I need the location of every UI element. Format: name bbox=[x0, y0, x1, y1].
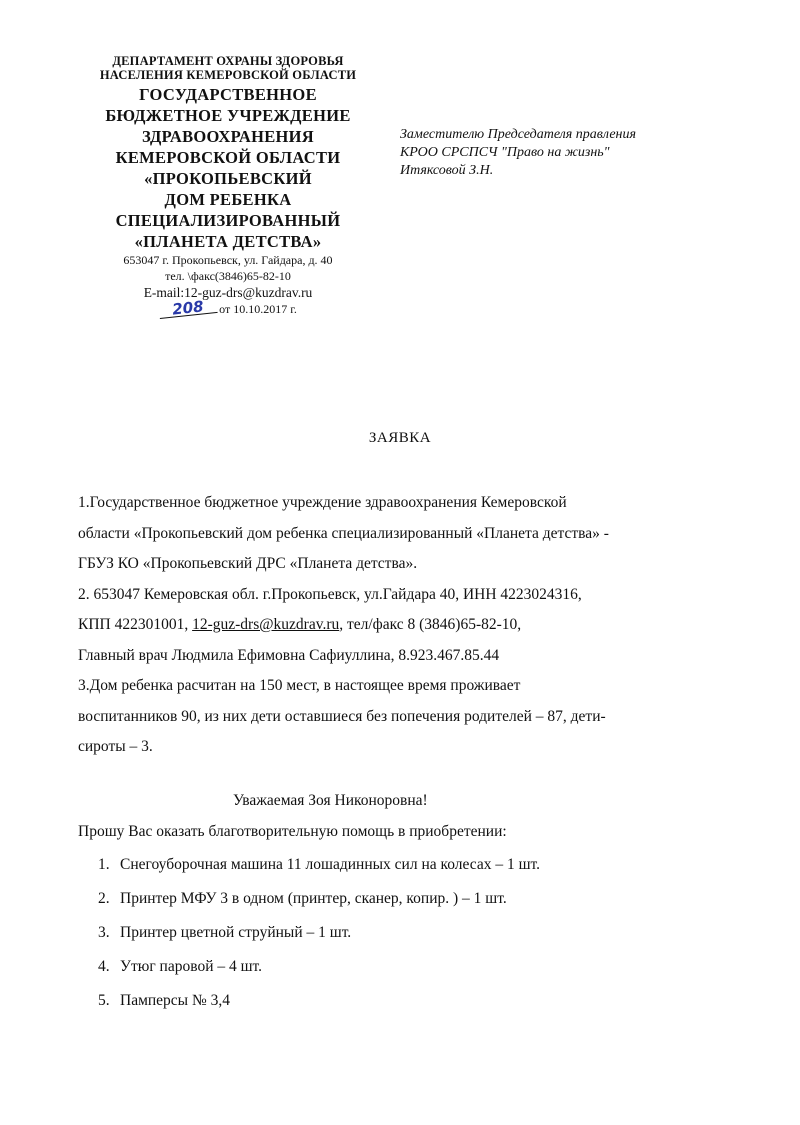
paragraph-line bbox=[78, 610, 743, 641]
list-item bbox=[98, 984, 540, 1018]
organization-line: «ПРОКОПЬЕВСКИЙ bbox=[144, 169, 312, 188]
list-item bbox=[98, 882, 540, 916]
item-number: 3. bbox=[98, 924, 110, 941]
department-line: ДЕПАРТАМЕНТ ОХРАНЫ ЗДОРОВЬЯ bbox=[112, 54, 344, 68]
organization-line: ЗДРАВООХРАНЕНИЯ bbox=[141, 127, 315, 146]
item-number: 4. bbox=[98, 958, 110, 975]
item-text: Принтер цветной струйный – 1 шт. bbox=[120, 924, 352, 941]
phone-text: , тел/факс 8 (3846)65-82-10, bbox=[339, 616, 522, 633]
item-text: Утюг паровой – 4 шт. bbox=[120, 958, 263, 975]
document-body bbox=[78, 488, 743, 763]
org-address: 653047 г. Прокопьевск, ул. Гайдара, д. 40 bbox=[123, 253, 333, 267]
request-text: Прошу Вас оказать благотворительную помощь в приобретении: bbox=[78, 823, 507, 840]
reference-date: от 10.10.2017 г. bbox=[219, 302, 297, 316]
addressee-line: Заместителю Председателя правления bbox=[400, 127, 636, 142]
organization-line: ГОСУДАРСТВЕННОЕ bbox=[139, 85, 317, 104]
greeting: Уважаемая Зоя Никоноровна! bbox=[233, 792, 428, 809]
addressee-line: КРОО СРСПСЧ "Право на жизнь" bbox=[400, 145, 610, 160]
paragraph-line: Главный врач Людмила Ефимовна Сафиуллина, 8.923.467.85.44 bbox=[78, 646, 500, 664]
org-phone: тел. \факс(3846)65-82-10 bbox=[165, 269, 291, 283]
paragraph-line: 2. 653047 Кемеровская обл. г.Прокопьевск, ул.Гайдара 40, ИНН 4223024316, bbox=[78, 585, 582, 603]
item-text: Принтер МФУ 3 в одном (принтер, сканер, копир. ) – 1 шт. bbox=[120, 890, 507, 907]
org-email: E-mail:12-guz-drs@kuzdrav.ru bbox=[143, 285, 313, 300]
list-item bbox=[98, 950, 540, 984]
organization-name bbox=[78, 84, 378, 252]
item-number: 5. bbox=[98, 992, 110, 1009]
paragraph-line: ГБУЗ КО «Прокопьевский ДРС «Планета детства». bbox=[78, 555, 418, 572]
department-line: НАСЕЛЕНИЯ КЕМЕРОВСКОЙ ОБЛАСТИ bbox=[99, 68, 357, 82]
organization-line: СПЕЦИАЛИЗИРОВАННЫЙ bbox=[115, 211, 341, 230]
paragraph-line: 3.Дом ребенка расчитан на 150 мест, в настоящее время проживает bbox=[78, 677, 521, 694]
organization-line: БЮДЖЕТНОЕ УЧРЕЖДЕНИЕ bbox=[105, 106, 351, 125]
item-text: Памперсы № 3,4 bbox=[120, 992, 231, 1009]
handwritten-ref-number: 208 bbox=[159, 298, 218, 319]
paragraph-line: 1.Государственное бюджетное учреждение здравоохранения Кемеровской bbox=[78, 494, 567, 511]
addressee-line: Итяксовой З.Н. bbox=[400, 163, 494, 178]
kpp-text: КПП 422301001, bbox=[78, 616, 193, 633]
item-text: Снегоуборочная машина 11 лошадинных сил на колесах – 1 шт. bbox=[120, 856, 541, 873]
email-link[interactable]: 12-guz-drs@kuzdrav.ru bbox=[192, 616, 340, 633]
paragraph-line: воспитанников 90, из них дети оставшиеся без попечения родителей – 87, дети- bbox=[78, 707, 606, 725]
letterhead bbox=[78, 54, 378, 317]
document-title: ЗАЯВКА bbox=[368, 430, 432, 446]
reference-line bbox=[78, 297, 378, 319]
paragraph-line: сироты – 3. bbox=[78, 738, 153, 755]
item-number: 2. bbox=[98, 890, 110, 907]
paragraph-line: области «Прокопьевский дом ребенка специализированный «Планета детства» - bbox=[78, 524, 609, 542]
list-item bbox=[98, 848, 540, 882]
addressee-block bbox=[400, 126, 740, 180]
organization-line: «ПЛАНЕТА ДЕТСТВА» bbox=[134, 232, 322, 251]
request-items-list bbox=[98, 848, 540, 1018]
list-item bbox=[98, 916, 540, 950]
organization-line: ДОМ РЕБЕНКА bbox=[164, 190, 292, 209]
organization-line: КЕМЕРОВСКОЙ ОБЛАСТИ bbox=[115, 148, 341, 167]
item-number: 1. bbox=[98, 856, 110, 873]
